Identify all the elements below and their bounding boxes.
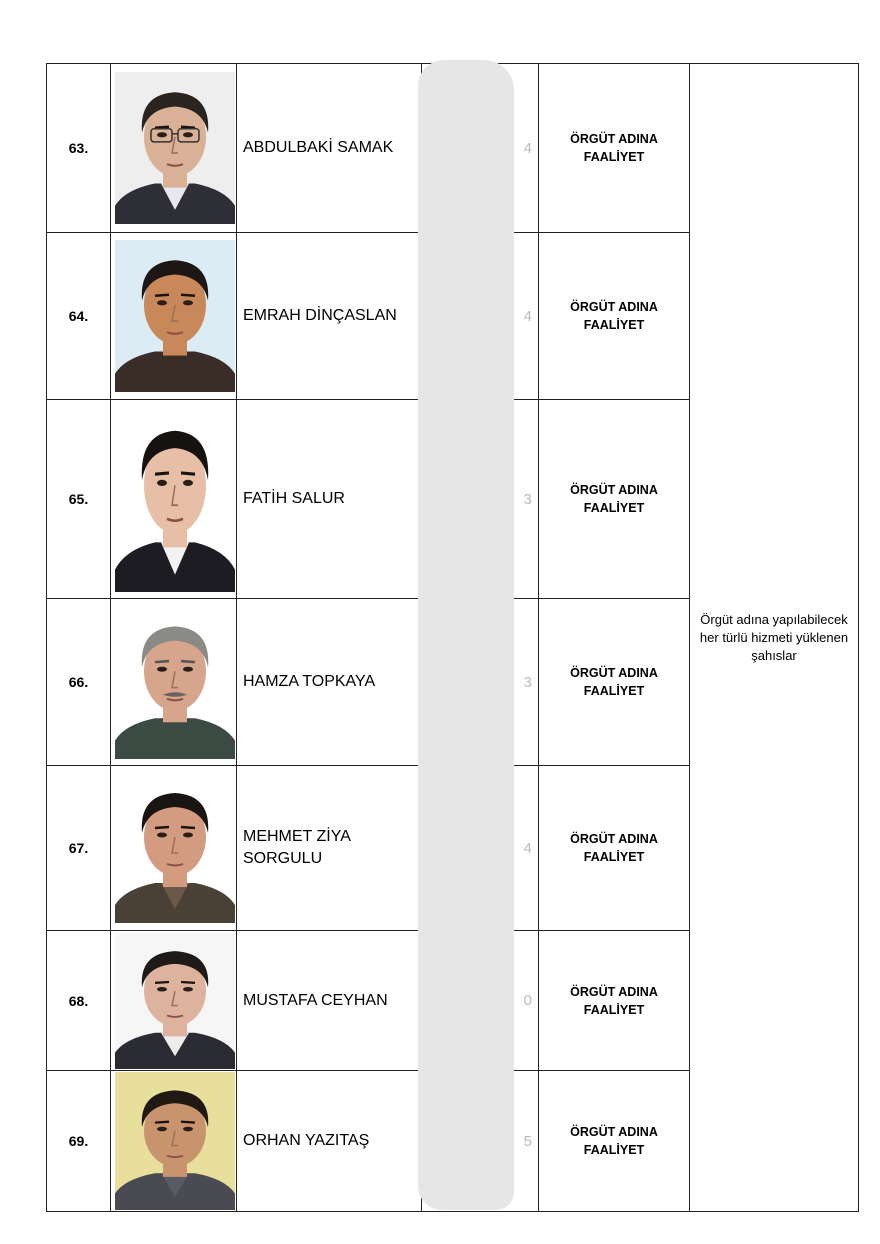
portrait-photo — [115, 933, 235, 1069]
redacted-id: 4 — [422, 233, 539, 400]
category-label: ÖRGÜT ADINA FAALİYET — [539, 766, 690, 931]
portrait-photo — [115, 240, 235, 392]
person-name: ORHAN YAZITAŞ — [237, 1071, 422, 1212]
portrait-photo — [115, 406, 235, 592]
person-name: ABDULBAKİ SAMAK — [237, 64, 422, 233]
portrait-photo — [115, 72, 235, 224]
redacted-id: 3 — [422, 599, 539, 766]
category-label: ÖRGÜT ADINA FAALİYET — [539, 64, 690, 233]
photo-cell — [111, 1071, 237, 1212]
row-number: 64. — [47, 233, 111, 400]
photo-cell — [111, 599, 237, 766]
photo-cell — [111, 64, 237, 233]
redacted-id: 5 — [422, 1071, 539, 1212]
redacted-id: 4 — [422, 766, 539, 931]
person-name: MUSTAFA CEYHAN — [237, 931, 422, 1071]
row-number: 69. — [47, 1071, 111, 1212]
row-number: 68. — [47, 931, 111, 1071]
photo-cell — [111, 931, 237, 1071]
category-label: ÖRGÜT ADINA FAALİYET — [539, 1071, 690, 1212]
row-number: 66. — [47, 599, 111, 766]
category-label: ÖRGÜT ADINA FAALİYET — [539, 599, 690, 766]
category-label: ÖRGÜT ADINA FAALİYET — [539, 931, 690, 1071]
row-number: 63. — [47, 64, 111, 233]
portrait-photo — [115, 606, 235, 759]
redacted-id: 4 — [422, 64, 539, 233]
redacted-id: 3 — [422, 400, 539, 599]
person-name: FATİH SALUR — [237, 400, 422, 599]
person-name: MEHMET ZİYA SORGULU — [237, 766, 422, 931]
category-label: ÖRGÜT ADINA FAALİYET — [539, 400, 690, 599]
category-label: ÖRGÜT ADINA FAALİYET — [539, 233, 690, 400]
photo-cell — [111, 766, 237, 931]
row-number: 65. — [47, 400, 111, 599]
portrait-photo — [115, 773, 235, 923]
redacted-id: 0 — [422, 931, 539, 1071]
redaction-mark — [418, 60, 514, 1210]
person-name: EMRAH DİNÇASLAN — [237, 233, 422, 400]
photo-cell — [111, 400, 237, 599]
photo-cell — [111, 233, 237, 400]
row-number: 67. — [47, 766, 111, 931]
portrait-photo — [115, 1072, 235, 1210]
person-name: HAMZA TOPKAYA — [237, 599, 422, 766]
description-cell: Örgüt adına yapılabilecek her türlü hizmeti yüklenen şahıslar — [690, 64, 859, 1212]
